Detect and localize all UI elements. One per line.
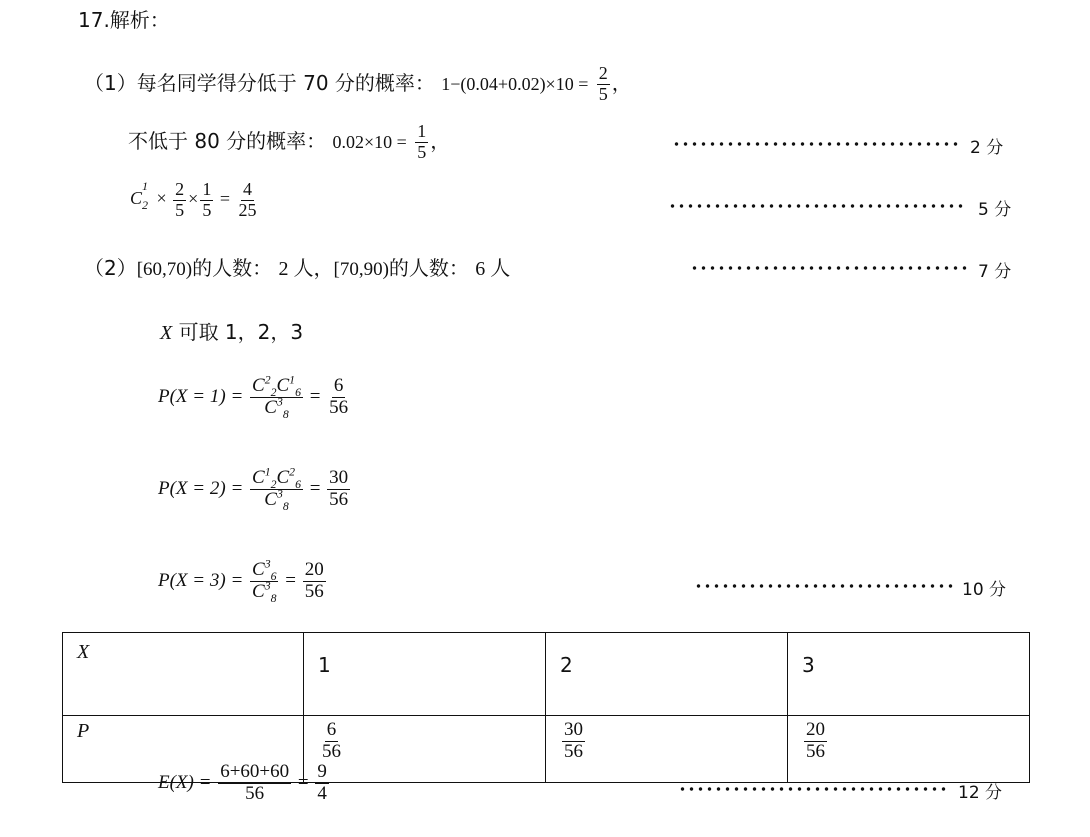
expectation-result: $\frac{9}{4}$ — [317, 761, 327, 804]
table-header-p: P — [63, 716, 304, 783]
part2-label: （2） — [84, 256, 137, 280]
interval-1: [60,70) — [136, 259, 193, 280]
count-2: 6 人 — [475, 258, 511, 280]
part1-text-high: 不低于 80 分的概率： — [128, 128, 327, 153]
part1-label: （1） — [84, 70, 137, 95]
dot-leader-5 — [678, 787, 950, 791]
prob-x3-result: $\frac{20}{56}$ — [304, 559, 324, 602]
prob-x2-comb: $\frac{C^1_2C^2_6}{C^3_8}$ — [252, 465, 301, 513]
part1-line1 — [84, 64, 632, 105]
part2-text2: 的人数： — [388, 256, 469, 280]
frac-result: $\frac{4}{25}$ — [238, 179, 257, 220]
score-5: 5 分 — [978, 200, 1012, 220]
part1-line3: C 1 2 × $\frac{2}{5}$ × $\frac{1}{5}$ = $\frac{4}{25}$ — [130, 179, 257, 220]
part2-sep: ， — [313, 256, 334, 280]
part1-comma: ， — [611, 70, 632, 95]
frac-b: $\frac{1}{5}$ — [202, 179, 212, 220]
dot-leader-4 — [694, 584, 956, 588]
part1-expr-high: 0.02×10 = — [332, 131, 407, 152]
count-1: 2 人 — [278, 258, 314, 280]
part1-frac-low — [597, 64, 610, 105]
prob-x3-comb: $\frac{C^3_6}{C^3_8}$ — [252, 557, 277, 605]
part1-comma2: ， — [430, 128, 451, 153]
frac-den: 5 — [598, 83, 608, 104]
table-cell-x3: 3 — [788, 633, 1030, 716]
prob-x2-lhs: P(X = 2) = — [158, 477, 244, 499]
prob-x2-result: $\frac{30}{56}$ — [329, 467, 349, 510]
score-7: 7 分 — [978, 262, 1012, 282]
frac-num: 1 — [417, 121, 427, 141]
dot-leader-3 — [690, 266, 970, 270]
x-values-text: 可取 1，2，3 — [178, 320, 304, 344]
part1-text-low: 每名同学得分低于 70 分的概率： — [136, 70, 435, 95]
interval-2: [70,90) — [333, 259, 389, 280]
table-cell-x2: 2 — [546, 633, 788, 716]
part1-line2 — [128, 122, 450, 163]
prob-x3-lhs: P(X = 3) = — [158, 569, 244, 591]
expectation-frac: $\frac{6+60+60}{56}$ — [220, 761, 290, 804]
score-2: 2 分 — [970, 138, 1004, 158]
table-header-x: X — [63, 633, 304, 716]
dot-leader-2 — [668, 204, 966, 208]
table-cell-x1: 1 — [304, 633, 546, 716]
part1-expr-low: 1−(0.04+0.02)×10 = — [441, 73, 589, 94]
prob-x3: P(X = 3) = $\frac{C^3_6}{C^3_8}$ = $\frac{20}{56}$ — [158, 557, 324, 605]
distribution-table — [62, 632, 1030, 783]
score-10: 10 分 — [962, 580, 1007, 600]
x-values-line — [160, 316, 303, 345]
table-cell-p2: $\frac{30}{56}$ — [546, 716, 788, 783]
prob-x1: P(X = 1) = $\frac{C^2_2C^1_6}{C^3_8}$ = $\frac{6}{56}$ — [158, 373, 349, 421]
frac-num: 2 — [598, 63, 608, 83]
expectation-lhs: E(X) = — [158, 771, 212, 793]
part1-frac-high — [415, 122, 428, 163]
prob-x1-result: $\frac{6}{56}$ — [329, 375, 349, 418]
prob-x1-lhs: P(X = 1) = — [158, 385, 244, 407]
frac-den: 5 — [417, 141, 427, 162]
expectation: E(X) = $\frac{6+60+60}{56}$ = $\frac{9}{4}$ — [158, 761, 327, 804]
comb-c: C 1 2 — [130, 179, 149, 213]
solution-heading: 17.解析： — [78, 8, 170, 32]
var-x: X — [160, 322, 173, 344]
part2-line1 — [84, 252, 510, 281]
part2-text1: 的人数： — [192, 256, 273, 280]
dot-leader-1 — [672, 142, 962, 146]
table-cell-p3: $\frac{20}{56}$ — [788, 716, 1030, 783]
table-row-x — [63, 633, 1030, 716]
prob-x1-comb: $\frac{C^2_2C^1_6}{C^3_8}$ — [252, 373, 301, 421]
prob-x2: P(X = 2) = $\frac{C^1_2C^2_6}{C^3_8}$ = $\frac{30}{56}$ — [158, 465, 349, 513]
score-12: 12 分 — [958, 783, 1003, 803]
table-cell-p1: $\frac{6}{56}$ — [304, 716, 546, 783]
frac-a: $\frac{2}{5}$ — [175, 179, 185, 220]
